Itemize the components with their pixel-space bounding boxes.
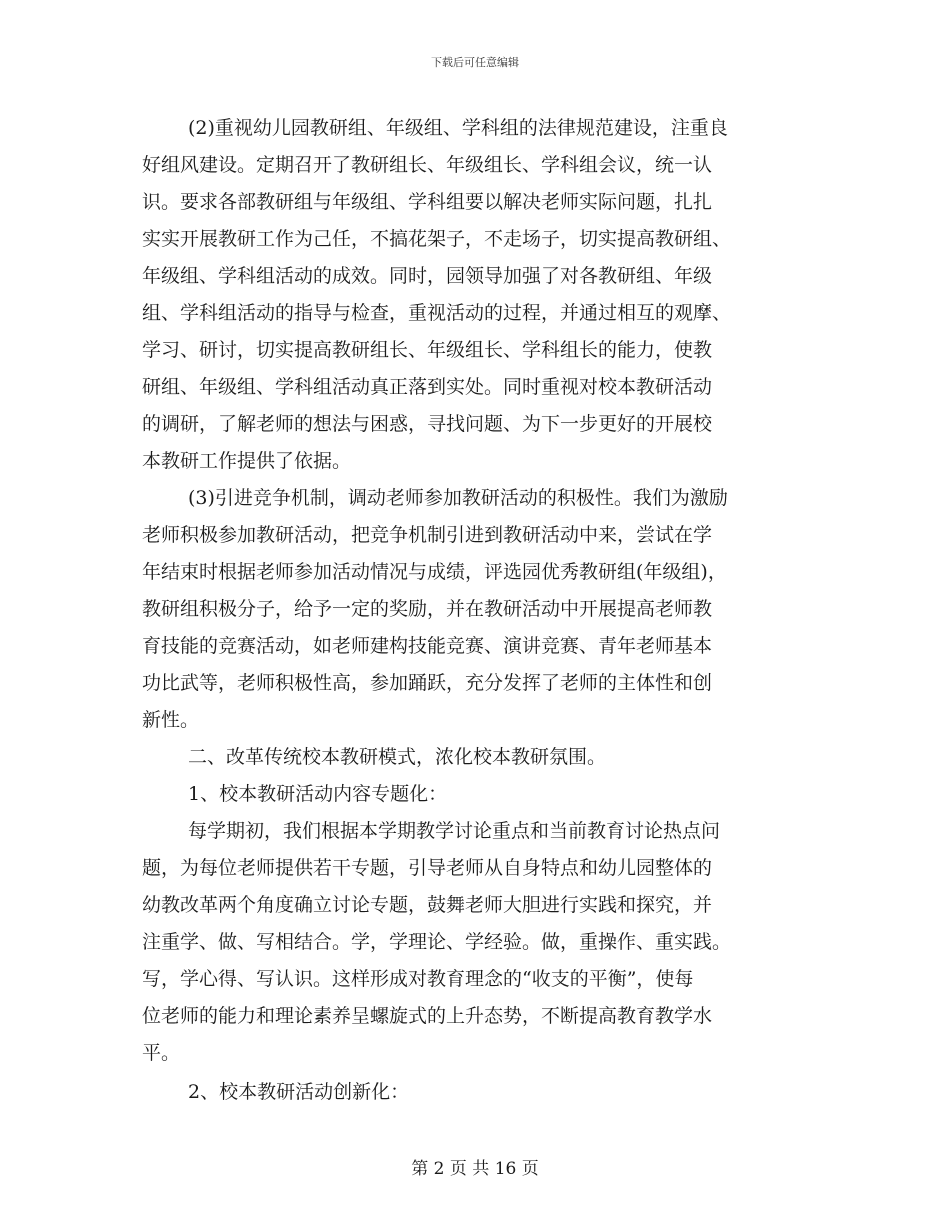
paragraph-line: 学习、研讨，切实提高教研组长、年级组长、学科组长的能力，使教 bbox=[142, 339, 713, 361]
paragraph-line: 组、学科组活动的指导与检查，重视活动的过程，并通过相互的观摩、 bbox=[142, 302, 732, 324]
paragraph-line: 研组、年级组、学科组活动真正落到实处。同时重视对校本教研活动 bbox=[142, 376, 713, 398]
paragraph-line: 育技能的竞赛活动，如老师建构技能竞赛、演讲竞赛、青年老师基本 bbox=[142, 635, 713, 657]
subsection-heading: 1、校本教研活动内容专题化： bbox=[188, 783, 448, 805]
paragraph-line: 功比武等，老师积极性高，参加踊跃，充分发挥了老师的主体性和创 bbox=[142, 672, 713, 694]
paragraph-line: 好组风建设。定期召开了教研组长、年级组长、学科组会议，统一认 bbox=[142, 154, 713, 176]
paragraph-line: 年结束时根据老师参加活动情况与成绩，评选园优秀教研组(年级组)， bbox=[142, 561, 727, 583]
paragraph-line: 本教研工作提供了依据。 bbox=[142, 450, 352, 472]
paragraph-line: 平。 bbox=[142, 1042, 181, 1064]
paragraph-line: (2)重视幼儿园教研组、年级组、学科组的法律规范建设，注重良 bbox=[188, 117, 728, 139]
paragraph-line: 注重学、做、写相结合。学，学理论、学经验。做，重操作、重实践。 bbox=[142, 931, 732, 953]
paragraph-line: 写，学心得、写认识。这样形成对教育理念的“收支的平衡”，使每 bbox=[142, 968, 694, 990]
paragraph-line: 教研组积极分子，给予一定的奖励，并在教研活动中开展提高老师教 bbox=[142, 598, 713, 620]
paragraph-line: 幼教改革两个角度确立讨论专题，鼓舞老师大胆进行实践和探究，并 bbox=[142, 894, 713, 916]
header-note: 下载后可任意编辑 bbox=[431, 56, 519, 69]
paragraph-line: 年级组、学科组活动的成效。同时，园领导加强了对各教研组、年级 bbox=[142, 265, 713, 287]
paragraph-line: 识。要求各部教研组与年级组、学科组要以解决老师实际问题，扎扎 bbox=[142, 191, 713, 213]
paragraph-line: 新性。 bbox=[142, 709, 200, 731]
section-heading: 二、改革传统校本教研模式，浓化校本教研氛围。 bbox=[188, 746, 607, 768]
paragraph-line: 老师积极参加教研活动，把竞争机制引进到教研活动中来，尝试在学 bbox=[142, 524, 713, 546]
page-number: 第 2 页 共 16 页 bbox=[411, 1159, 539, 1179]
paragraph-line: (3)引进竞争机制，调动老师参加教研活动的积极性。我们为激励 bbox=[188, 487, 728, 509]
paragraph-line: 位老师的能力和理论素养呈螺旋式的上升态势，不断提高教育教学水 bbox=[142, 1005, 713, 1027]
paragraph-line: 每学期初，我们根据本学期教学讨论重点和当前教育讨论热点问 bbox=[188, 820, 721, 842]
paragraph-line: 实实开展教研工作为己任，不搞花架子，不走场子，切实提高教研组、 bbox=[142, 228, 732, 250]
paragraph-line: 的调研，了解老师的想法与困惑，寻找问题、为下一步更好的开展校 bbox=[142, 413, 713, 435]
subsection-heading: 2、校本教研活动创新化： bbox=[188, 1081, 410, 1103]
paragraph-line: 题，为每位老师提供若干专题，引导老师从自身特点和幼儿园整体的 bbox=[142, 857, 713, 879]
